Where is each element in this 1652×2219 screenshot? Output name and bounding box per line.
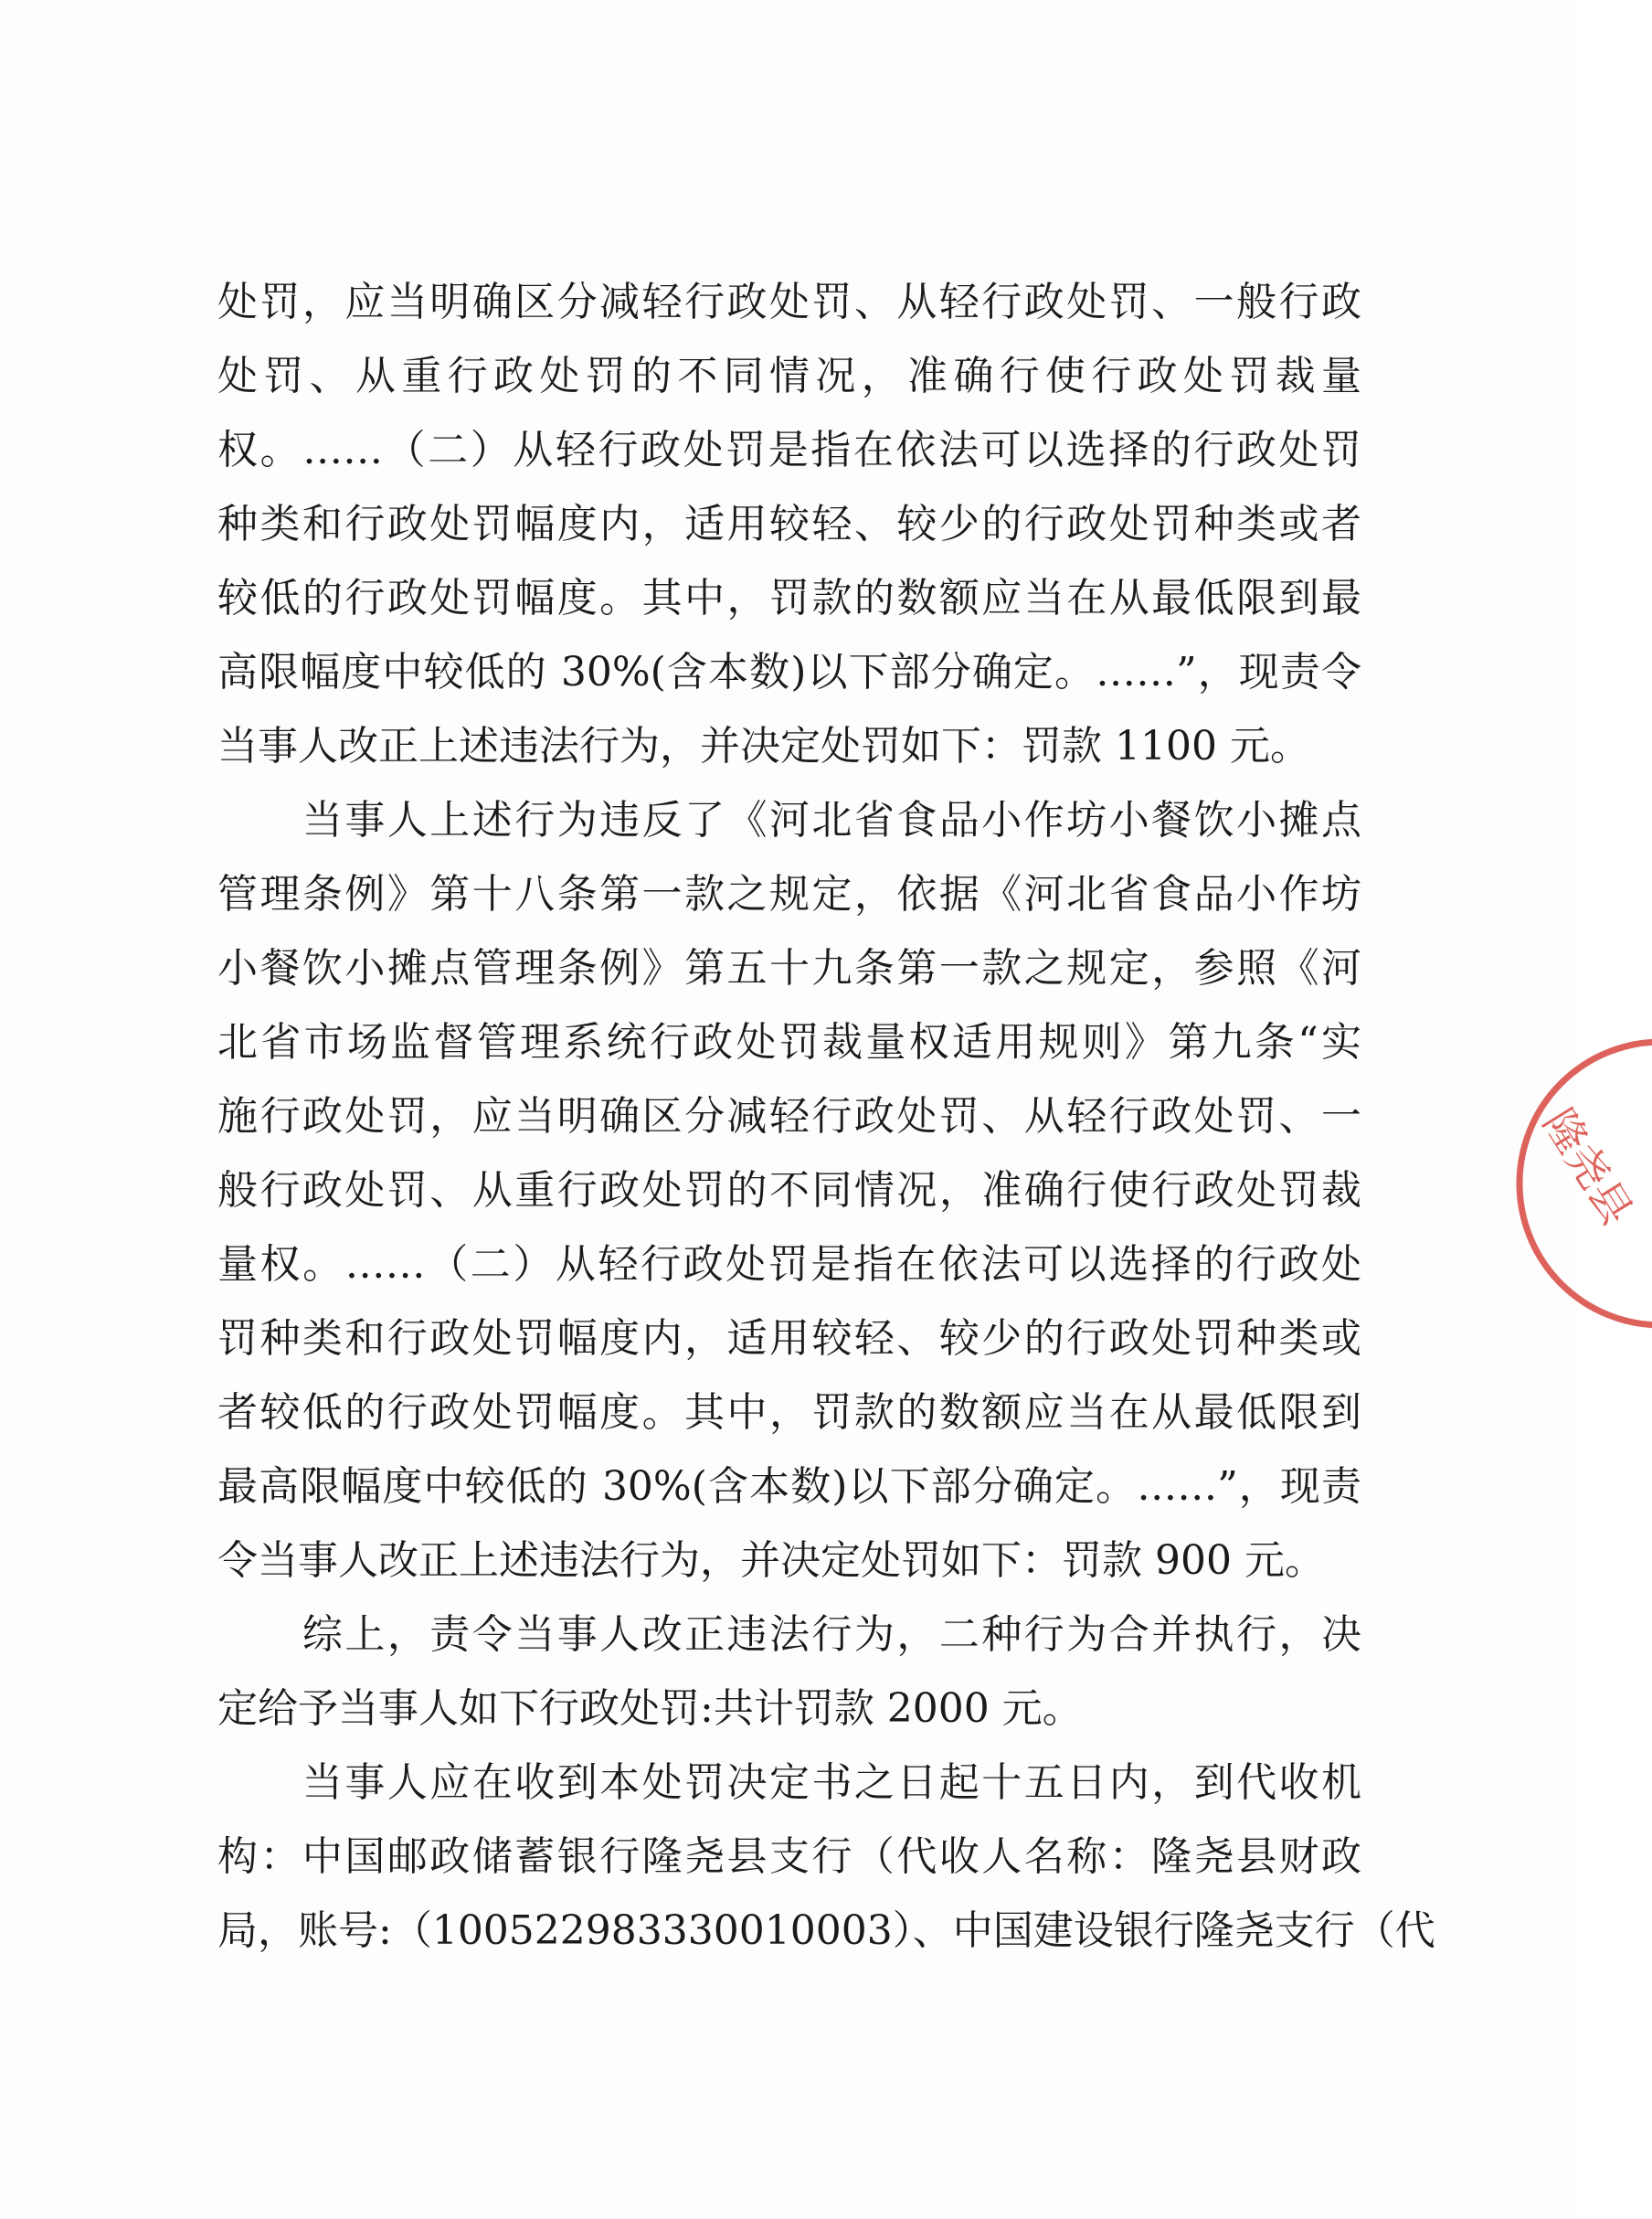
text-line: 局，账号:（100522983330010003）、中国建设银行隆尧支行（代 <box>217 1907 1435 1954</box>
text-line: 权。……（二）从轻行政处罚是指在依法可以选择的行政处罚 <box>217 427 1361 473</box>
text-line: 构：中国邮政储蓄银行隆尧县支行（代收人名称：隆尧县财政 <box>217 1833 1361 1880</box>
text-line: 当事人改正上述违法行为，并决定处罚如下：罚款 1100 元。 <box>217 723 1310 770</box>
text-line: 小餐饮小摊点管理条例》第五十九条第一款之规定，参照《河 <box>217 945 1361 992</box>
text-line: 罚种类和行政处罚幅度内，适用较轻、较少的行政处罚种类或 <box>217 1315 1361 1362</box>
text-line: 施行政处罚，应当明确区分减轻行政处罚、从轻行政处罚、一 <box>217 1093 1361 1140</box>
text-line: 当事人应在收到本处罚决定书之日起十五日内，到代收机 <box>217 1759 1361 1806</box>
text-line: 当事人上述行为违反了《河北省食品小作坊小餐饮小摊点 <box>217 797 1361 844</box>
text-line: 最高限幅度中较低的 30%(含本数)以下部分确定。……”，现责 <box>217 1463 1361 1510</box>
text-line: 量权。……（二）从轻行政处罚是指在依法可以选择的行政处 <box>217 1241 1361 1288</box>
text-line: 种类和行政处罚幅度内，适用较轻、较少的行政处罚种类或者 <box>217 501 1361 547</box>
text-line: 者较低的行政处罚幅度。其中，罚款的数额应当在从最低限到 <box>217 1389 1361 1436</box>
document-body <box>217 265 1435 1968</box>
official-seal <box>1506 1024 1652 1343</box>
text-line: 北省市场监督管理系统行政处罚裁量权适用规则》第九条“实 <box>217 1019 1361 1066</box>
text-line: 般行政处罚、从重行政处罚的不同情况，准确行使行政处罚裁 <box>217 1167 1361 1214</box>
text-line: 综上，责令当事人改正违法行为，二种行为合并执行，决 <box>217 1611 1361 1658</box>
text-line: 处罚、从重行政处罚的不同情况，准确行使行政处罚裁量 <box>217 353 1361 399</box>
text-line: 处罚，应当明确区分减轻行政处罚、从轻行政处罚、一般行政 <box>217 279 1361 325</box>
text-line: 高限幅度中较低的 30%(含本数)以下部分确定。……”，现责令 <box>217 649 1361 695</box>
text-line: 管理条例》第十八条第一款之规定，依据《河北省食品小作坊 <box>217 871 1361 918</box>
seal-text: 隆尧县 <box>1533 1099 1643 1234</box>
text-line: 较低的行政处罚幅度。其中，罚款的数额应当在从最低限到最 <box>217 575 1361 621</box>
text-line: 定给予当事人如下行政处罚:共计罚款 2000 元。 <box>217 1685 1083 1732</box>
text-line: 令当事人改正上述违法行为，并决定处罚如下：罚款 900 元。 <box>217 1537 1325 1584</box>
